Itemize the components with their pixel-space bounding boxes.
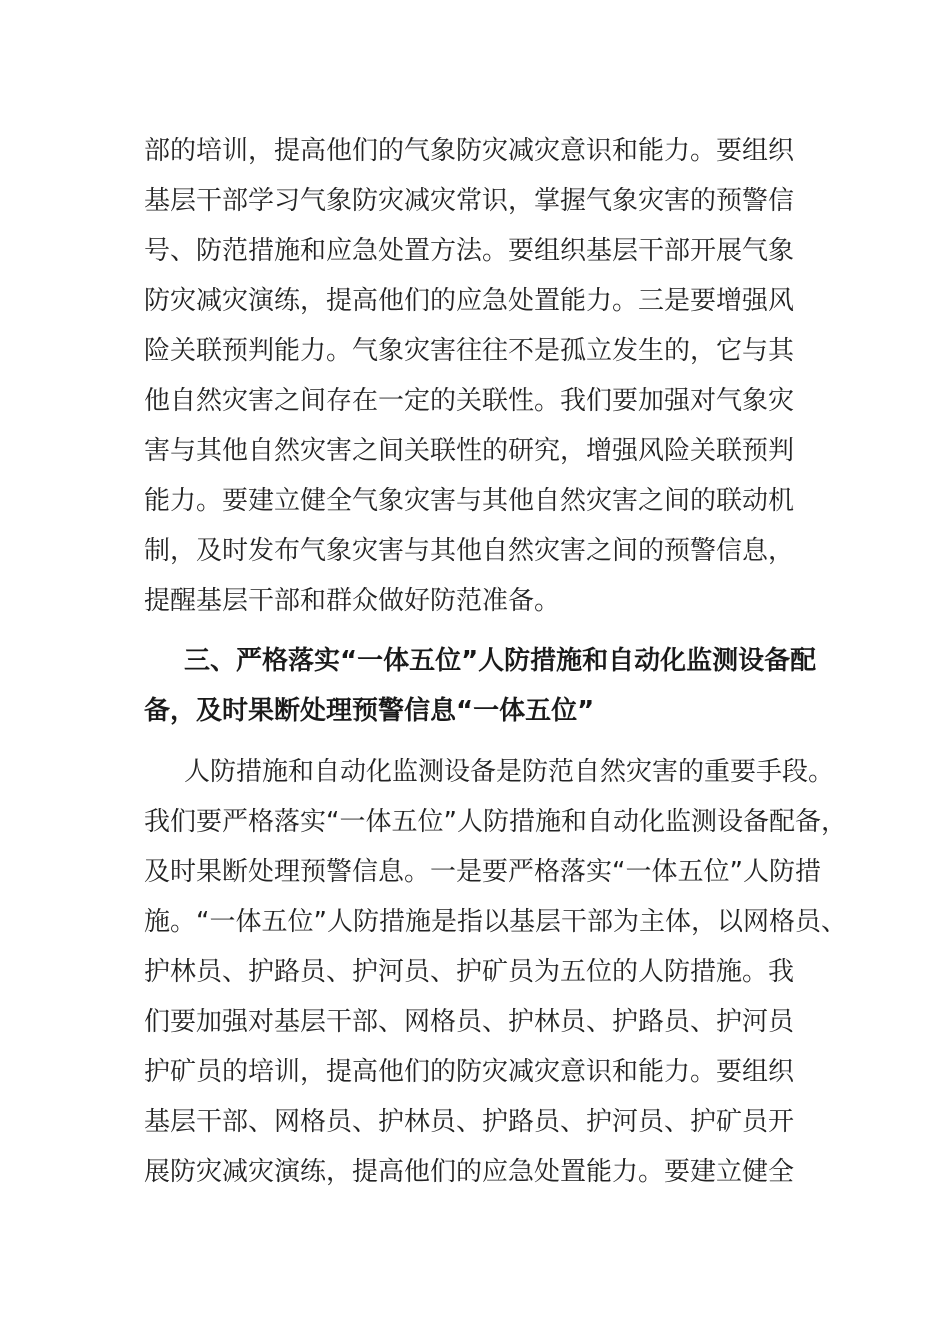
text-line: 害与其他自然灾害之间关联性的研究，增强风险关联预判 (144, 436, 795, 466)
text-line: 基层干部、网格员、护林员、护路员、护河员、护矿员开 (144, 1107, 795, 1137)
paragraph-continued (144, 126, 844, 626)
text-line: 他自然灾害之间存在一定的关联性。我们要加强对气象灾 (144, 386, 795, 416)
text-line: 部的培训，提高他们的气象防灾减灾意识和能力。要组织 (144, 136, 795, 166)
text-line: 施。“一体五位”人防措施是指以基层干部为主体，以网格员、 (144, 907, 847, 937)
heading-line: 三、严格落实“一体五位”人防措施和自动化监测设备配 (184, 646, 817, 676)
section-heading (144, 636, 844, 736)
text-line: 人防措施和自动化监测设备是防范自然灾害的重要手段。 (184, 757, 835, 787)
text-line: 能力。要建立健全气象灾害与其他自然灾害之间的联动机 (144, 486, 795, 516)
text-line: 基层干部学习气象防灾减灾常识，掌握气象灾害的预警信 (144, 186, 795, 216)
paragraph-body (144, 747, 847, 1197)
text-line: 们要加强对基层干部、网格员、护林员、护路员、护河员 (144, 1007, 795, 1037)
text-line: 防灾减灾演练，提高他们的应急处置能力。三是要增强风 (144, 286, 795, 316)
text-line: 护林员、护路员、护河员、护矿员为五位的人防措施。我 (144, 957, 795, 987)
text-line: 提醒基层干部和群众做好防范准备。 (144, 586, 561, 616)
text-line: 险关联预判能力。气象灾害往往不是孤立发生的，它与其 (144, 336, 795, 366)
text-line: 制，及时发布气象灾害与其他自然灾害之间的预警信息， (144, 536, 795, 566)
text-line: 号、防范措施和应急处置方法。要组织基层干部开展气象 (144, 236, 795, 266)
heading-line: 备，及时果断处理预警信息“一体五位” (144, 696, 595, 726)
text-line: 及时果断处理预警信息。一是要严格落实“一体五位”人防措 (144, 857, 821, 887)
text-line: 展防灾减灾演练，提高他们的应急处置能力。要建立健全 (144, 1157, 795, 1187)
text-line: 护矿员的培训，提高他们的防灾减灾意识和能力。要组织 (144, 1057, 795, 1087)
text-line: 我们要严格落实“一体五位”人防措施和自动化监测设备配备， (144, 807, 847, 837)
